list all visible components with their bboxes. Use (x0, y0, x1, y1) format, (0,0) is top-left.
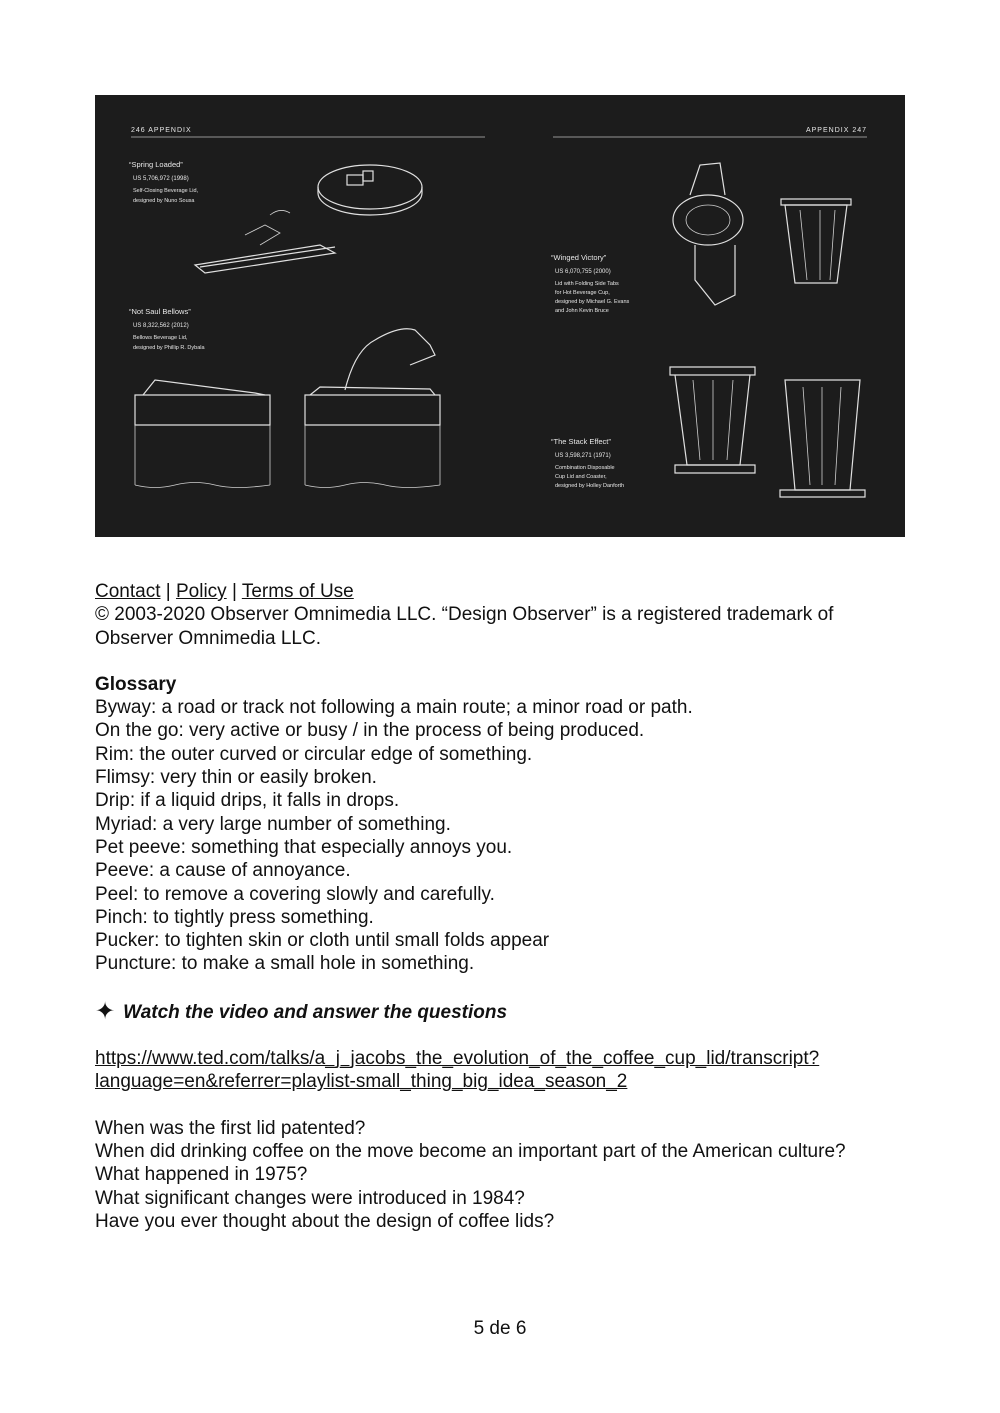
link-separator: | (160, 581, 176, 602)
terms-of-use-link[interactable]: Terms of Use (241, 581, 354, 602)
patent-drawings-image (95, 95, 905, 537)
policy-link[interactable]: Policy (175, 581, 227, 602)
svg-text:US 5,706,972 (1998): US 5,706,972 (1998) (133, 176, 189, 182)
svg-text:designed by Michael G. Evans: designed by Michael G. Evans (555, 299, 630, 305)
glossary-item: Drip: if a liquid drips, it falls in drops. (95, 790, 400, 812)
svg-text:US 6,070,755 (2000): US 6,070,755 (2000) (555, 269, 611, 275)
svg-text:designed by Holley Danforth: designed by Holley Danforth (555, 483, 625, 489)
glossary-item: Pet peeve: something that especially annoys you. (95, 836, 513, 858)
question-item: When did drinking coffee on the move become an important part of the American culture? (95, 1140, 846, 1162)
link-separator: | (226, 581, 242, 602)
bellows-lid-drawing (135, 329, 440, 488)
svg-text:Cup Lid and Coaster,: Cup Lid and Coaster, (555, 474, 607, 480)
question-item: What significant changes were introduced in 1984? (95, 1187, 525, 1209)
patent-caption-winged-victory (551, 253, 630, 314)
page-content (95, 580, 915, 1233)
svg-text:US 3,598,271 (1971): US 3,598,271 (1971) (555, 453, 611, 459)
spring-loaded-lid-drawing (195, 165, 422, 273)
svg-text:Lid with Folding Side Tabs: Lid with Folding Side Tabs (555, 281, 619, 287)
sparkle-star-icon: ✦ (95, 998, 116, 1026)
glossary-heading: Glossary (95, 673, 177, 695)
svg-text:and John Kevin Bruce: and John Kevin Bruce (555, 308, 609, 314)
left-page-header: 246 APPENDIX (131, 127, 192, 134)
svg-text:for Hot Beverage Cup,: for Hot Beverage Cup, (555, 290, 610, 296)
svg-text:“Not Saul Bellows”: “Not Saul Bellows” (129, 307, 191, 316)
video-link-block (95, 1047, 915, 1094)
task-text: Watch the video and answer the questions (123, 1001, 508, 1023)
patent-caption-stack-effect (551, 437, 624, 489)
svg-text:Self-Closing Beverage Lid,: Self-Closing Beverage Lid, (133, 188, 199, 194)
contact-link[interactable]: Contact (95, 581, 161, 602)
svg-text:Combination Disposable: Combination Disposable (555, 465, 615, 471)
svg-text:“Spring Loaded”: “Spring Loaded” (129, 160, 183, 169)
patent-caption-spring-loaded (129, 160, 199, 204)
page-number: 5 de 6 (473, 1318, 527, 1339)
glossary-item: On the go: very active or busy / in the process of being produced. (95, 720, 645, 742)
ted-video-link[interactable]: https://www.ted.com/talks/a_j_jacobs_the_evolution_of_the_coffee_cup_lid/transcript? language=en&referrer=playlist-small_thing_big_idea_season_2 (95, 1048, 820, 1093)
glossary-item: Puncture: to make a small hole in something. (95, 953, 475, 975)
svg-text:“The Stack Effect”: “The Stack Effect” (551, 437, 611, 446)
svg-text:designed by Nuno Sousa: designed by Nuno Sousa (133, 198, 195, 204)
glossary-item: Pucker: to tighten skin or cloth until small folds appear (95, 930, 550, 952)
glossary-item: Flimsy: very thin or easily broken. (95, 767, 377, 789)
copyright-text: Observer Omnimedia LLC. (95, 627, 321, 649)
svg-text:designed by Phillip R. Dybala: designed by Phillip R. Dybala (133, 345, 205, 351)
glossary-item: Peeve: a cause of annoyance. (95, 860, 351, 882)
task-instruction (95, 998, 915, 1026)
question-item: Have you ever thought about the design of coffee lids? (95, 1210, 555, 1232)
copyright-text: © 2003-2020 Observer Omnimedia LLC. “Design Observer” is a registered trademark of (95, 604, 834, 626)
right-page-header: APPENDIX 247 (805, 127, 867, 134)
glossary-item: Rim: the outer curved or circular edge of something. (95, 743, 533, 765)
stack-cup-drawing (670, 367, 865, 497)
question-item: What happened in 1975? (95, 1164, 308, 1186)
glossary-item: Byway: a road or track not following a main route; a minor road or path. (95, 697, 693, 719)
svg-text:Bellows Beverage Lid,: Bellows Beverage Lid, (133, 335, 188, 341)
footer-links (95, 580, 915, 603)
question-item: When was the first lid patented? (95, 1117, 366, 1139)
glossary-item: Myriad: a very large number of something. (95, 813, 451, 835)
glossary-item: Pinch: to tightly press something. (95, 906, 374, 928)
svg-text:US 8,322,562 (2012): US 8,322,562 (2012) (133, 323, 189, 329)
glossary-item: Peel: to remove a covering slowly and carefully. (95, 883, 495, 905)
patent-caption-not-saul-bellows (129, 307, 205, 351)
winged-lid-drawing (673, 163, 851, 305)
svg-text:“Winged Victory”: “Winged Victory” (551, 253, 607, 262)
